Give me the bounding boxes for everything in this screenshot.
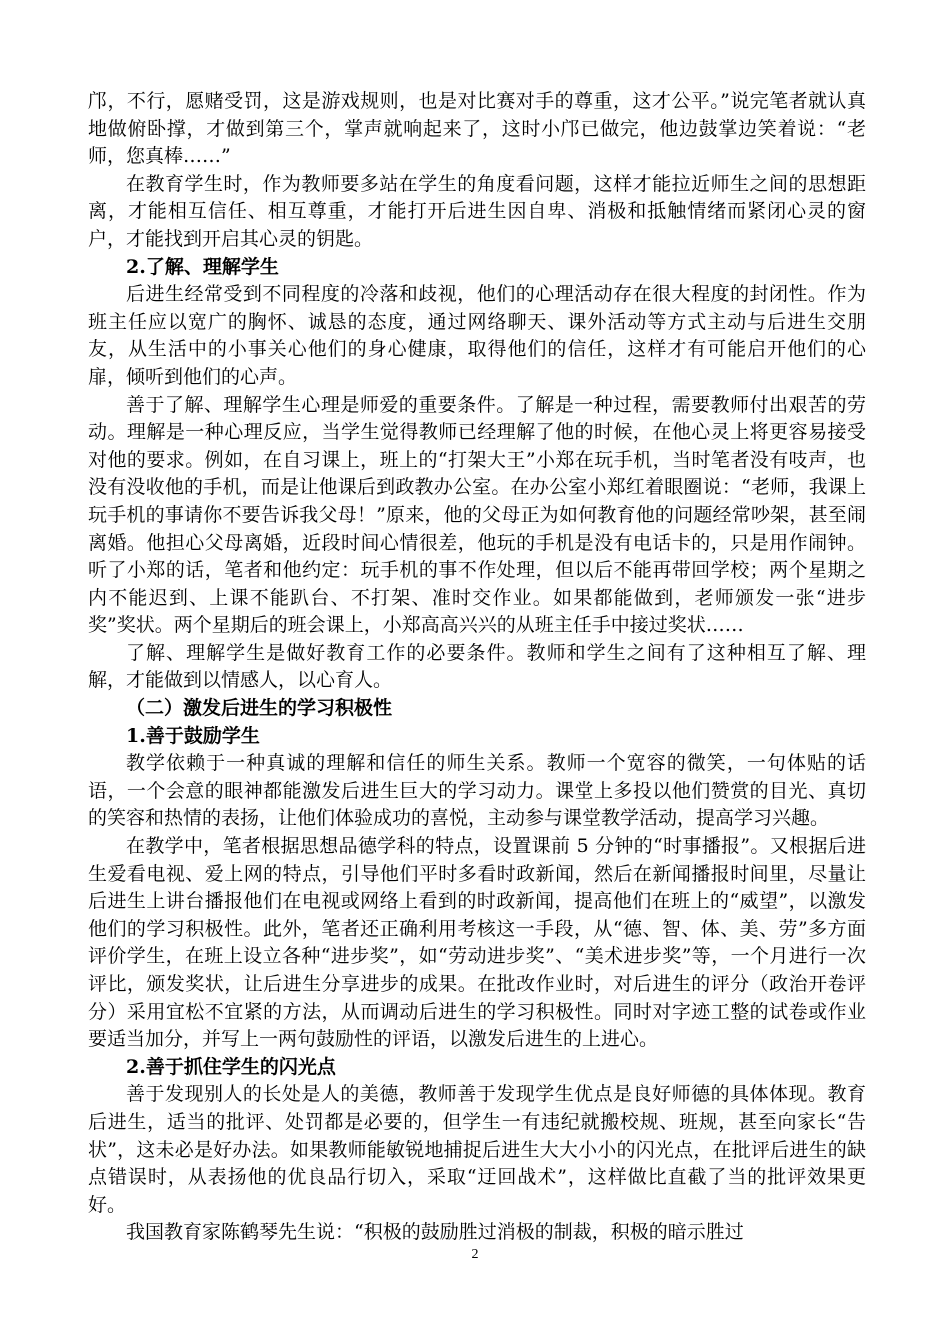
section-heading-bright-spots: 2.善于抓住学生的闪光点 [126,1055,336,1078]
page-number: 2 [471,1247,479,1262]
document-page [88,88,866,1247]
paragraph-2: 在教育学生时，作为教师要多站在学生的角度看问题，这样才能拉近师生之间的思想距离，才能相互信任、相互尊重，才能打开后进生因自卑、消极和抵触情绪而紧闭心灵的窗户，才能找到开启其心灵的钥匙。 [88,172,866,250]
paragraph-7: 在教学中，笔者根据思想品德学科的特点，设置课前 5 分钟的“时事播报”。又根据后进生爱看电视、爱上网的特点，引导他们平时多看时政新闻，然后在新闻播报时间里，尽量让后进生上讲台播报他们在电视或网络上看到的时政新闻，提高他们在班上的“威望”，以激发他们的学习积极性。此外，笔者还正确利用考核这一手段，从“德、智、体、美、劳”多方面评价学生，在班上设立各种“进步奖”，如“劳动进步奖”、“美术进步奖”等，一个月进行一次评比，颁发奖状，让后进生分享进步的成果。在批改作业时，对后进生的评分（政治开卷评分）采用宜松不宜紧的方法，从而调动后进生的学习积极性。同时对字迹工整的试卷或作业要适当加分，并写上一两句鼓励性的评语，以激发后进生的上进心。 [88,835,866,1051]
paragraph-6: 教学依赖于一种真诚的理解和信任的师生关系。教师一个宽容的微笑，一句体贴的话语，一个会意的眼神都能激发后进生巨大的学习动力。课堂上多投以他们赞赏的目光、真切的笑容和热情的表扬，让他们体验成功的喜悦，主动参与课堂教学活动，提高学习兴趣。 [88,752,866,830]
section-heading-encourage-students: 1.善于鼓励学生 [126,724,260,747]
paragraph-1: 邝，不行，愿赌受罚，这是游戏规则，也是对比赛对手的尊重，这才公平。”说完笔者就认真地做俯卧撑，才做到第三个，掌声就响起来了，这时小邝已做完，他边鼓掌边笑着说：“老师，您真棒……” [88,90,866,168]
paragraph-5: 了解、理解学生是做好教育工作的必要条件。教师和学生之间有了这种相互了解、理解，才能做到以情感人，以心育人。 [88,641,866,692]
paragraph-3: 后进生经常受到不同程度的冷落和歧视，他们的心理活动存在很大程度的封闭性。作为班主任应以宽广的胸怀、诚恳的态度，通过网络聊天、课外活动等方式主动与后进生交朋友，从生活中的小事关心他们的身心健康，取得他们的信任，这样才有可能启开他们的心扉，倾听到他们的心声。 [88,283,866,388]
section-heading-understand-students: 2.了解、理解学生 [126,255,279,278]
section-heading-motivation: （二）激发后进生的学习积极性 [126,697,393,720]
paragraph-4: 善于了解、理解学生心理是师爱的重要条件。了解是一种过程，需要教师付出艰苦的劳动。理解是一种心理反应，当学生觉得教师已经理解了他的时候，在他心灵上将更容易接受对他的要求。例如，在自习课上，班上的“打架大王”小郑在玩手机，当时笔者没有吱声，也没有没收他的手机，而是让他课后到政教办公室。在办公室小郑红着眼圈说：“老师，我课上玩手机的事请你不要告诉我父母！”原来，他的父母正为如何教育他的问题经常吵架，甚至闹离婚。他担心父母离婚，近段时间心情很差，他玩的手机是没有电话卡的，只是用作闹钟。听了小郑的话，笔者和他约定：玩手机的事不作处理，但以后不能再带回学校；两个星期之内不能迟到、上课不能趴台、不打架、准时交作业。如果都能做到，老师颁发一张“进步奖”奖状。两个星期后的班会课上，小郑高高兴兴的从班主任手中接过奖状…… [88,393,866,637]
paragraph-8: 善于发现别人的长处是人的美德，教师善于发现学生优点是良好师德的具体体现。教育后进生，适当的批评、处罚都是必要的，但学生一有违纪就搬校规、班规，甚至向家长“告状”，这未必是好办法。如果教师能敏锐地捕捉后进生大大小小的闪光点，在批评后进生的缺点错误时，从表扬他的优良品行切入，采取“迂回战术”，这样做比直截了当的批评效果更好。 [88,1083,866,1216]
paragraph-9: 我国教育家陈鹤琴先生说：“积极的鼓励胜过消极的制裁，积极的暗示胜过 [126,1221,744,1244]
